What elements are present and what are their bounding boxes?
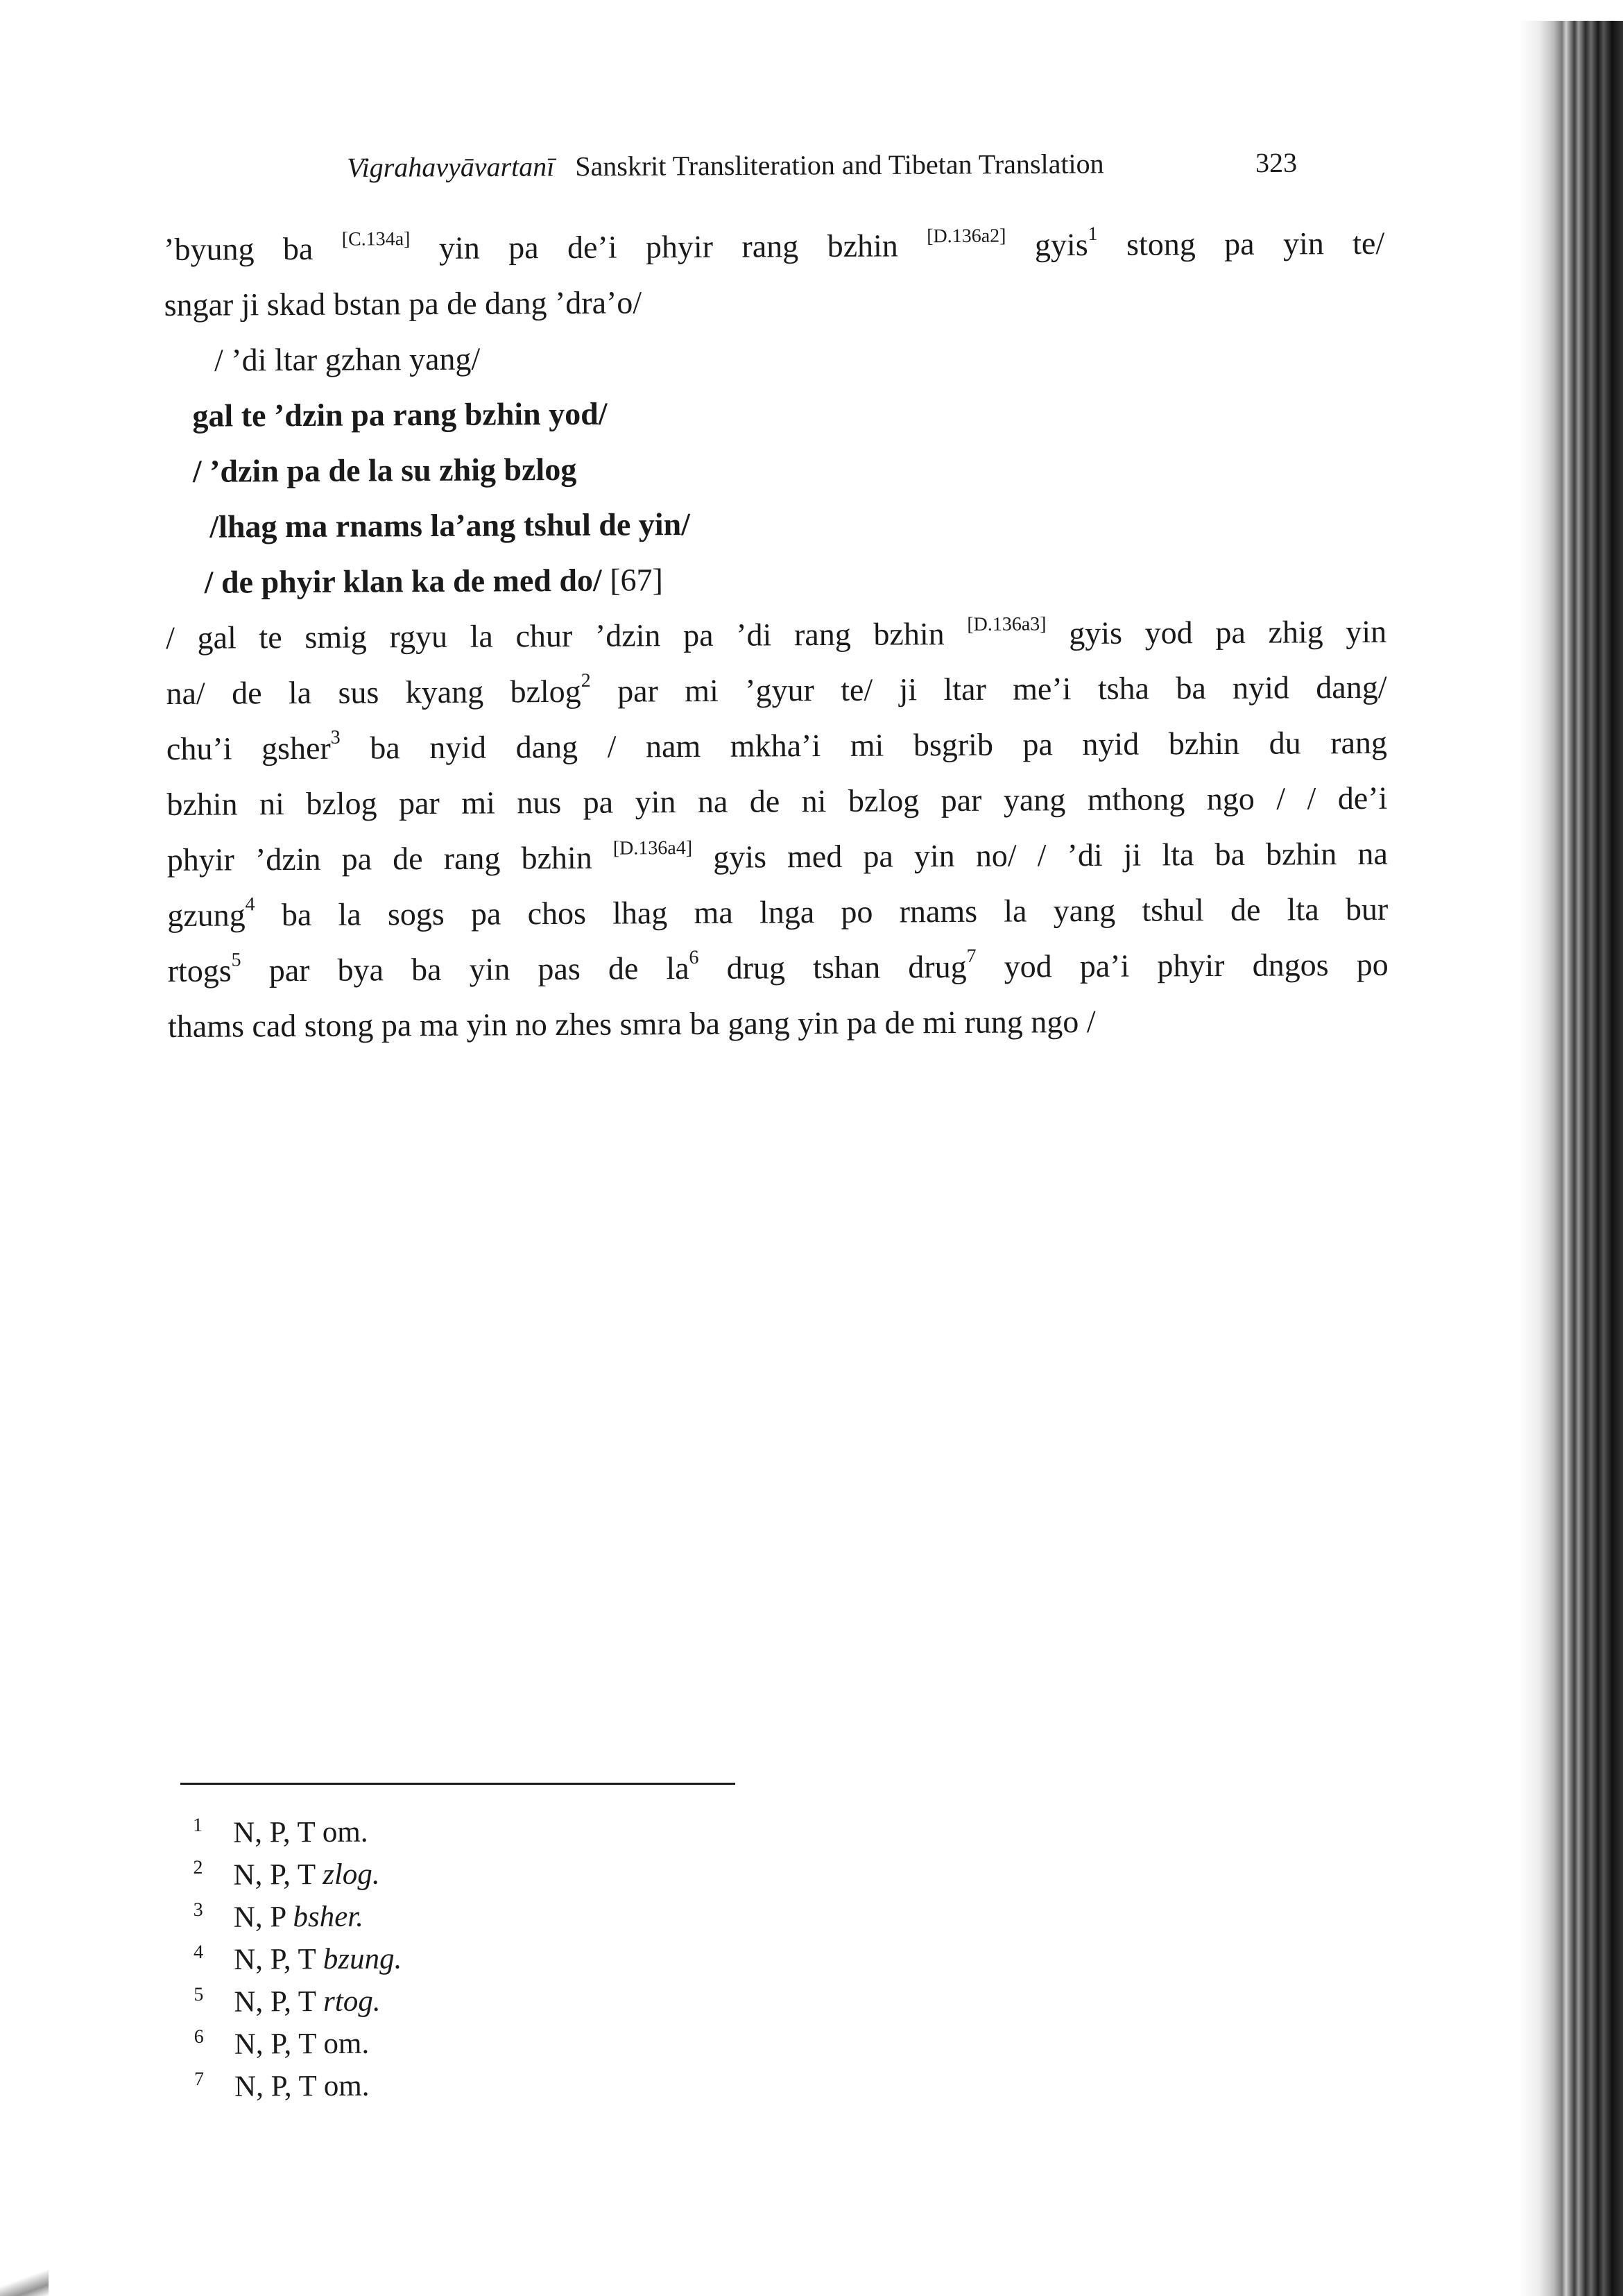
text-line: sngar ji skad bstan pa de dang ’dra’o/: [164, 284, 642, 323]
folio-reference: [D.136a3]: [967, 613, 1047, 635]
binding-shadow: [1519, 21, 1623, 2296]
text-line: ’byung ba [C.134a] yin pa de’i phyir rang bzhin [D.136a2] gyis$^1$ stong pa yin te/: [164, 223, 1385, 267]
section-title: Sanskrit Transliteration and Tibetan Translation: [575, 148, 1104, 182]
folio-reference: [C.134a]: [341, 228, 411, 250]
text-line: phyir ’dzin pa de rang bzhin [D.136a4] gyis med pa yin no/ / ’di ji lta ba bzhin na: [166, 835, 1388, 877]
verse-line: gal te ’dzin pa rang bzhin yod/: [192, 395, 608, 434]
footnote-marker: 7: [966, 945, 977, 967]
verse-line: / ’dzin pa de la su zhig bzlog: [192, 451, 577, 489]
text-line: / ’di ltar gzhan yang/: [214, 341, 481, 378]
footnote: 2 N, P, T zlog.: [193, 1856, 380, 1892]
footnote: 5 N, P, T rtog.: [194, 1983, 381, 2019]
verse-line: /lhag ma rnams la’ang tshul de yin/: [209, 506, 691, 545]
verse-line: / de phyir klan ka de med do/ [67]: [204, 562, 664, 600]
footnote-marker: 1: [1088, 223, 1098, 246]
footnote: 6 N, P, T om.: [194, 2025, 370, 2061]
folio-reference: [D.136a4]: [612, 837, 693, 859]
work-title: Vigrahavyāvartanī: [347, 151, 555, 183]
footnotes: [193, 1808, 818, 2108]
main-text: [164, 216, 1389, 1054]
footnote-marker: 2: [581, 669, 591, 692]
text-line: / gal te smig rgyu la chur ’dzin pa ’di rang bzhin [D.136a3] gyis yod pa zhig yin: [166, 613, 1387, 656]
running-head: [347, 146, 1318, 184]
text-line: bzhin ni bzlog par mi nus pa yin na de ni bzlog par yang mthong ngo / / de’i: [166, 780, 1388, 822]
text-line: gzung$^4$ ba la sogs pa chos lhag ma lnga po rnams la yang tshul de lta bur: [167, 891, 1389, 933]
text-line: rtogs$^5$ par bya ba yin pas de la$^6$ drug tshan drug$^7$ yod pa’i phyir dngos po: [167, 945, 1389, 988]
text-line: thams cad stong pa ma yin no zhes smra ba gang yin pa de mi rung ngo /: [167, 1003, 1096, 1044]
text-line: na/ de la sus kyang bzlog$^2$ par mi ’gyur te/ ji ltar me’i tsha ba nyid dang/: [166, 669, 1387, 711]
footnote: 4 N, P, T bzung.: [193, 1941, 402, 1976]
folio-reference: [D.136a2]: [927, 225, 1006, 248]
page-number: 323: [1255, 146, 1298, 179]
scan-speck: [0, 2268, 49, 2296]
text-line: chu’i gsher$^3$ ba nyid dang / nam mkha’i mi bsgrib pa nyid bzhin du rang: [166, 724, 1388, 766]
footnote-marker: 4: [245, 893, 255, 916]
footnote-marker: 5: [231, 949, 241, 971]
footnote: 1 N, P, T om.: [193, 1814, 368, 1849]
footnote: 3 N, P bsher.: [193, 1899, 364, 1934]
footnote: 7 N, P, T om.: [194, 2068, 370, 2103]
verse-number: [67]: [601, 562, 664, 598]
footnote-separator: [180, 1783, 735, 1785]
footnote-marker: 3: [330, 726, 341, 748]
footnote-marker: 6: [689, 946, 699, 969]
